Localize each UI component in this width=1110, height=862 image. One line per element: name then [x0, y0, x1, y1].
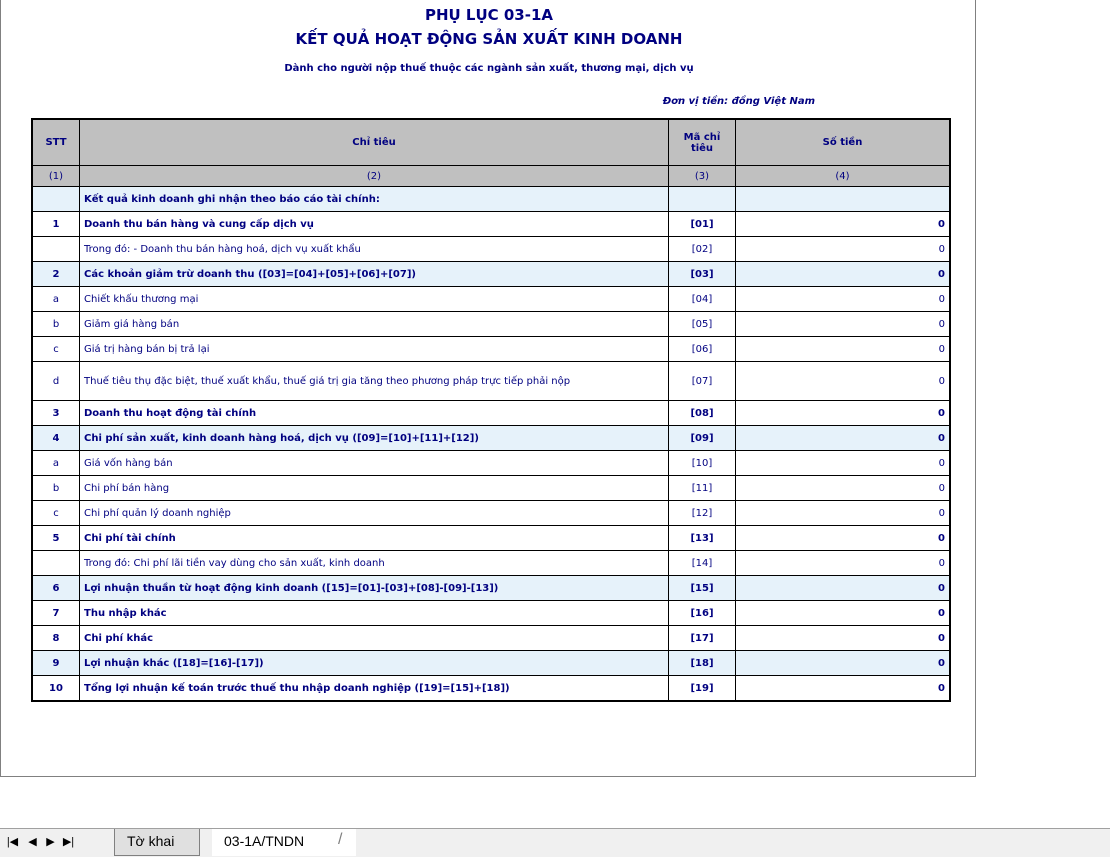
row-amount-cell[interactable]: 0	[736, 401, 951, 426]
first-sheet-icon[interactable]: |◀	[6, 836, 19, 848]
row-code: [02]	[669, 237, 736, 262]
row-code: [03]	[669, 262, 736, 287]
row-code: [11]	[669, 476, 736, 501]
table-row	[32, 287, 950, 312]
report-title: KẾT QUẢ HOẠT ĐỘNG SẢN XUẤT KINH DOANH	[295, 30, 683, 48]
col-number-3: (3)	[669, 166, 736, 187]
row-stt: 7	[32, 601, 80, 626]
row-amount-cell[interactable]: 0	[736, 451, 951, 476]
row-code: [16]	[669, 601, 736, 626]
row-label: Lợi nhuận khác ([18]=[16]-[17])	[80, 651, 669, 676]
table-row	[32, 501, 950, 526]
row-stt: 4	[32, 426, 80, 451]
row-code: [10]	[669, 451, 736, 476]
col-header-code: Mã chỉ tiêu	[669, 119, 736, 166]
row-code: [06]	[669, 337, 736, 362]
table-row	[32, 362, 950, 401]
row-label: Giá trị hàng bán bị trả lại	[80, 337, 669, 362]
row-stt: 1	[32, 212, 80, 237]
row-amount-cell[interactable]: 0	[736, 287, 951, 312]
row-stt: b	[32, 476, 80, 501]
tab-03-1a-tndn[interactable]: 03-1A/TNDN	[212, 829, 356, 856]
col-header-indicator: Chỉ tiêu	[80, 119, 669, 166]
row-stt	[32, 237, 80, 262]
table-row	[32, 526, 950, 551]
row-code: [09]	[669, 426, 736, 451]
table-row	[32, 426, 950, 451]
table-row	[32, 551, 950, 576]
row-stt: 6	[32, 576, 80, 601]
sheet-tab-bar	[0, 828, 1110, 857]
row-label: Chi phí quản lý doanh nghiệp	[80, 501, 669, 526]
row-stt: d	[32, 362, 80, 401]
row-code: [07]	[669, 362, 736, 401]
row-amount-cell: 0	[736, 576, 951, 601]
row-stt: 5	[32, 526, 80, 551]
row-amount-cell[interactable]: 0	[736, 526, 951, 551]
row-label: Trong đó: - Doanh thu bán hàng hoá, dịch vụ xuất khẩu	[80, 237, 669, 262]
table-row	[32, 262, 950, 287]
row-stt: c	[32, 501, 80, 526]
currency-unit: Đơn vị tiền: đồng Việt Nam	[662, 96, 815, 107]
row-amount-cell[interactable]: 0	[736, 212, 951, 237]
row-amount-cell[interactable]: 0	[736, 337, 951, 362]
table-row	[32, 676, 950, 702]
table-row	[32, 212, 950, 237]
sheet-blank-area	[0, 777, 1110, 829]
tab-to-khai[interactable]: Tờ khai	[114, 829, 200, 856]
col-header-amount: Số tiền	[736, 119, 951, 166]
row-label: Lợi nhuận thuần từ hoạt động kinh doanh ([15]=[01]-[03]+[08]-[09]-[13])	[80, 576, 669, 601]
row-amount-cell[interactable]: 0	[736, 312, 951, 337]
table-row	[32, 451, 950, 476]
row-amount-cell[interactable]: 0	[736, 237, 951, 262]
table-column-numbers	[32, 166, 950, 187]
last-sheet-icon[interactable]: ▶|	[62, 836, 75, 848]
row-amount-cell: 0	[736, 426, 951, 451]
row-code: [01]	[669, 212, 736, 237]
row-label: Chi phí bán hàng	[80, 476, 669, 501]
row-stt: c	[32, 337, 80, 362]
table-row	[32, 576, 950, 601]
table-row	[32, 601, 950, 626]
row-label: Thuế tiêu thụ đặc biệt, thuế xuất khẩu, thuế giá trị gia tăng theo phương pháp trực tiếp phải nộp	[80, 362, 669, 401]
row-label: Trong đó: Chi phí lãi tiền vay dùng cho sản xuất, kinh doanh	[80, 551, 669, 576]
row-label: Chiết khấu thương mại	[80, 287, 669, 312]
prev-sheet-icon[interactable]: ◀	[28, 836, 37, 848]
row-code: [14]	[669, 551, 736, 576]
row-stt: a	[32, 287, 80, 312]
row-label: Doanh thu hoạt động tài chính	[80, 401, 669, 426]
row-amount-cell[interactable]: 0	[736, 362, 951, 401]
next-sheet-icon[interactable]: ▶	[46, 836, 55, 848]
row-stt	[32, 187, 80, 212]
row-amount-cell	[736, 187, 951, 212]
row-code: [17]	[669, 626, 736, 651]
row-amount-cell[interactable]: 0	[736, 501, 951, 526]
table-row	[32, 337, 950, 362]
row-label: Kết quả kinh doanh ghi nhận theo báo cáo tài chính:	[80, 187, 669, 212]
row-amount-cell: 0	[736, 651, 951, 676]
row-code: [08]	[669, 401, 736, 426]
table-row	[32, 401, 950, 426]
report-title-appendix: PHỤ LỤC 03-1A	[424, 6, 554, 24]
table-row	[32, 626, 950, 651]
row-stt: 2	[32, 262, 80, 287]
table-row	[32, 187, 950, 212]
row-amount-cell: 0	[736, 262, 951, 287]
row-code: [05]	[669, 312, 736, 337]
row-label: Tổng lợi nhuận kế toán trước thuế thu nhập doanh nghiệp ([19]=[15]+[18])	[80, 676, 669, 702]
row-amount-cell: 0	[736, 676, 951, 702]
row-code: [19]	[669, 676, 736, 702]
row-label: Thu nhập khác	[80, 601, 669, 626]
row-amount-cell[interactable]: 0	[736, 476, 951, 501]
row-stt: b	[32, 312, 80, 337]
col-header-stt: STT	[32, 119, 80, 166]
table-row	[32, 237, 950, 262]
row-stt: 3	[32, 401, 80, 426]
row-code: [15]	[669, 576, 736, 601]
row-stt: a	[32, 451, 80, 476]
row-code	[669, 187, 736, 212]
row-label: Các khoản giảm trừ doanh thu ([03]=[04]+[05]+[06]+[07])	[80, 262, 669, 287]
row-code: [12]	[669, 501, 736, 526]
row-code: [18]	[669, 651, 736, 676]
table-row	[32, 312, 950, 337]
row-label: Chi phí sản xuất, kinh doanh hàng hoá, dịch vụ ([09]=[10]+[11]+[12])	[80, 426, 669, 451]
report-subtitle: Dành cho người nộp thuế thuộc các ngành sản xuất, thương mại, dịch vụ	[284, 63, 694, 74]
row-amount-cell[interactable]: 0	[736, 551, 951, 576]
table-row	[32, 476, 950, 501]
tab-divider: /	[338, 831, 343, 848]
row-amount-cell[interactable]: 0	[736, 601, 951, 626]
row-stt: 8	[32, 626, 80, 651]
row-code: [04]	[669, 287, 736, 312]
row-label: Chi phí tài chính	[80, 526, 669, 551]
col-number-2: (2)	[80, 166, 669, 187]
table-row	[32, 651, 950, 676]
col-number-1: (1)	[32, 166, 80, 187]
row-label: Chi phí khác	[80, 626, 669, 651]
col-number-4: (4)	[736, 166, 951, 187]
row-label: Giảm giá hàng bán	[80, 312, 669, 337]
row-stt	[32, 551, 80, 576]
row-stt: 9	[32, 651, 80, 676]
row-code: [13]	[669, 526, 736, 551]
report-table	[31, 118, 951, 702]
table-header-row	[32, 119, 950, 166]
row-label: Giá vốn hàng bán	[80, 451, 669, 476]
row-amount-cell[interactable]: 0	[736, 626, 951, 651]
row-stt: 10	[32, 676, 80, 702]
row-label: Doanh thu bán hàng và cung cấp dịch vụ	[80, 212, 669, 237]
